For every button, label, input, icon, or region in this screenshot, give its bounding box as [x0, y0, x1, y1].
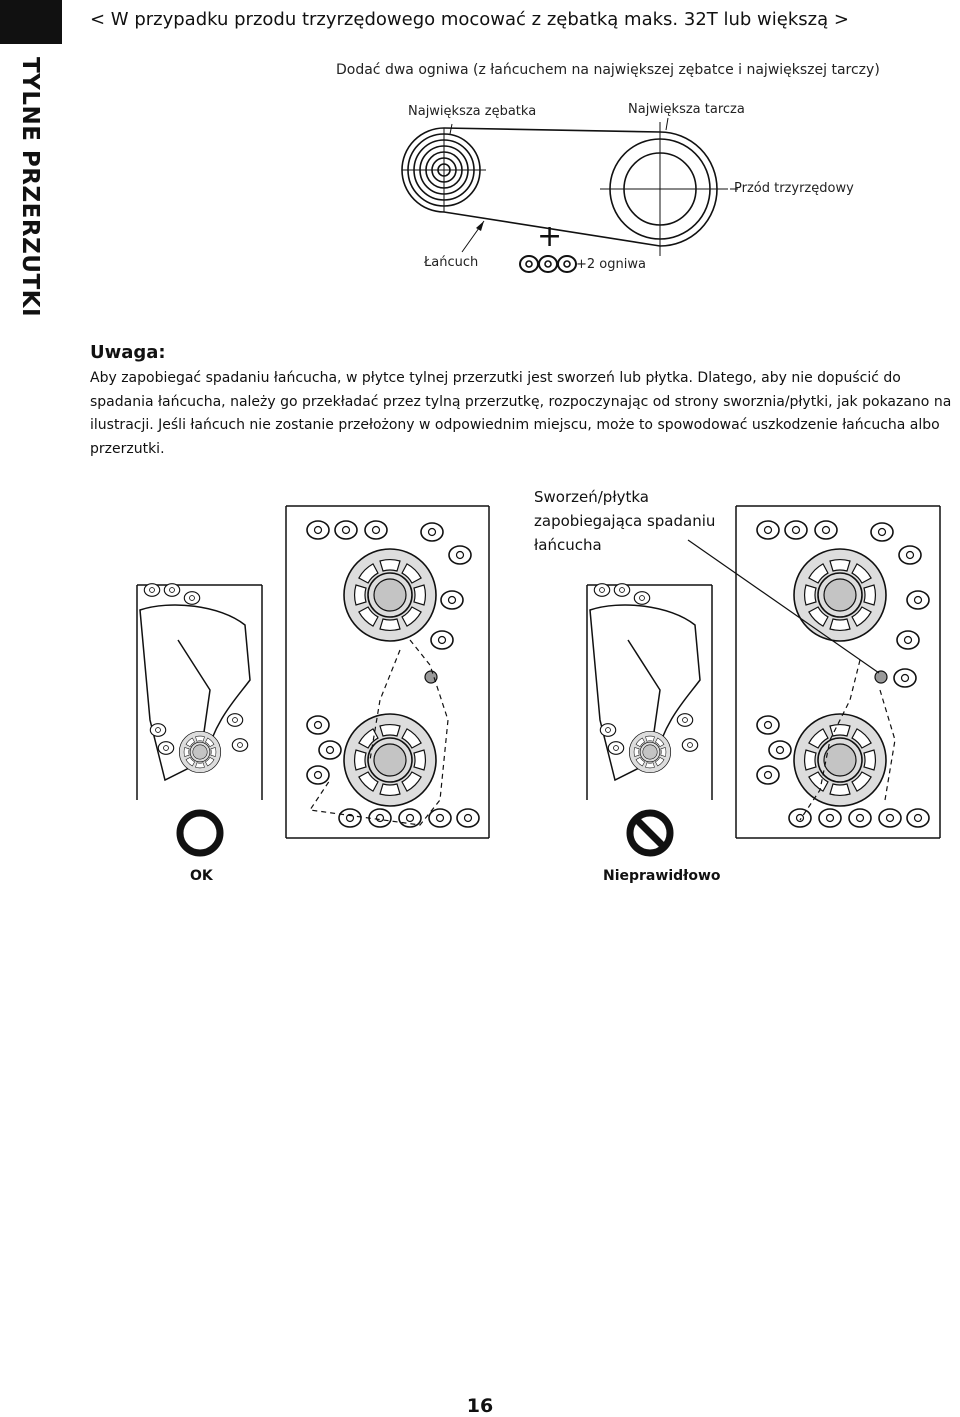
- note-title: Uwaga:: [90, 342, 166, 363]
- note-body: Aby zapobiegać spadaniu łańcucha, w płytce tylnej przerzutki jest sworzeń lub płytka. Dlatego, aby nie dopuścić do spadania łańcucha, należy go przekładać przez tylną przerzutkę, rozpoczynając od strony sworznia/płytki, jak pokazano na ilustracji. Jeśli łańcuch nie zostanie przełożony w odpowiednim miejscu, może to spowodować uszkodzenie łańcucha albo przerzutki.: [90, 370, 952, 457]
- label-plus-links: +2 ogniwa: [576, 257, 646, 272]
- wrong-label: Nieprawidłowo: [603, 868, 721, 884]
- page-header-title: < W przypadku przodu trzyrzędowego mocować z zębatką maks. 32T lub większą >: [90, 9, 849, 30]
- callout-line-1: Sworzeń/płytka: [534, 488, 649, 506]
- label-largest-chainring: Największa tarcza: [628, 102, 745, 117]
- callout-line-2: zapobiegająca spadaniu: [534, 512, 716, 530]
- page-number: 16: [466, 1395, 494, 1417]
- label-triple-front: Przód trzyrzędowy: [734, 181, 854, 196]
- ok-label: OK: [190, 868, 213, 884]
- label-largest-sprocket: Największa zębatka: [408, 104, 537, 119]
- label-chain: Łańcuch: [424, 255, 479, 270]
- side-section-text: TYLNE PRZERZUTKI: [17, 56, 43, 318]
- callout-line-3: łańcucha: [534, 536, 602, 554]
- prohibited-icon: [630, 813, 670, 853]
- instruction-text: Dodać dwa ogniwa (z łańcuchem na największej zębatce i największej tarczy): [336, 62, 880, 78]
- plus-sign: +: [537, 219, 563, 254]
